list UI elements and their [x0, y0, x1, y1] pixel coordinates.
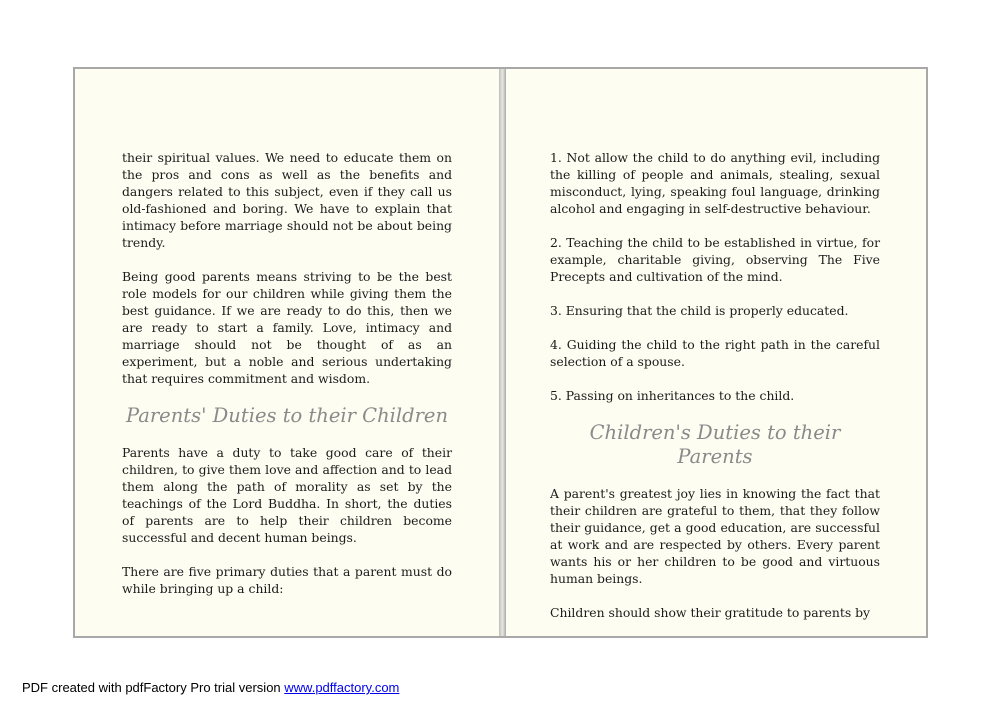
book-spine: [499, 69, 506, 636]
paragraph: Being good parents means striving to be the best role models for our children while giving them the best guidance. If we are ready to do this, then we are ready to start a family. Love, intimacy and marriage should not be thought of as an experiment, but a noble and serious undertaking that requires commitment and wisdom.: [122, 269, 452, 386]
paragraph: Parents have a duty to take good care of their children, to give them love and affection and to lead them along the path of morality as set by the teachings of the Lord Buddha. In short, the duties of parents are to help their children become successful and decent human beings.: [122, 445, 452, 545]
book-spread: [73, 67, 928, 638]
list-item: 3. Ensuring that the child is properly educated.: [550, 303, 849, 318]
paragraph: Children should show their gratitude to parents by: [550, 605, 871, 620]
section-heading: Parents' Duties to their Children: [125, 404, 449, 427]
right-page: [550, 149, 880, 621]
list-item: 1. Not allow the child to do anything evil, including the killing of people and animals, stealing, sexual misconduct, lying, speaking foul language, drinking alcohol and engaging in self-destructive behaviour.: [550, 150, 880, 216]
left-page: [122, 149, 452, 597]
paragraph: A parent's greatest joy lies in knowing the fact that their children are grateful to them, that they follow their guidance, get a good education, are successful at work and are respected by others. Every parent wants his or her children to be good and virtuous human beings.: [550, 486, 880, 586]
section-heading: Children's Duties to their Parents: [589, 421, 841, 468]
list-item: 4. Guiding the child to the right path in the careful selection of a spouse.: [550, 337, 880, 369]
pdf-footer: [22, 680, 399, 695]
paragraph: There are five primary duties that a parent must do while bringing up a child:: [122, 564, 452, 596]
footer-text: PDF created with pdfFactory Pro trial version: [22, 680, 285, 695]
footer-link[interactable]: www.pdffactory.com: [284, 680, 400, 695]
list-item: 5. Passing on inheritances to the child.: [550, 388, 795, 403]
paragraph: their spiritual values. We need to educate them on the pros and cons as well as the benefits and dangers related to this subject, even if they call us old-fashioned and boring. We have to explain that intimacy before marriage should not be about being trendy.: [122, 150, 452, 250]
list-item: 2. Teaching the child to be established in virtue, for example, charitable giving, observing The Five Precepts and cultivation of the mind.: [550, 235, 880, 284]
